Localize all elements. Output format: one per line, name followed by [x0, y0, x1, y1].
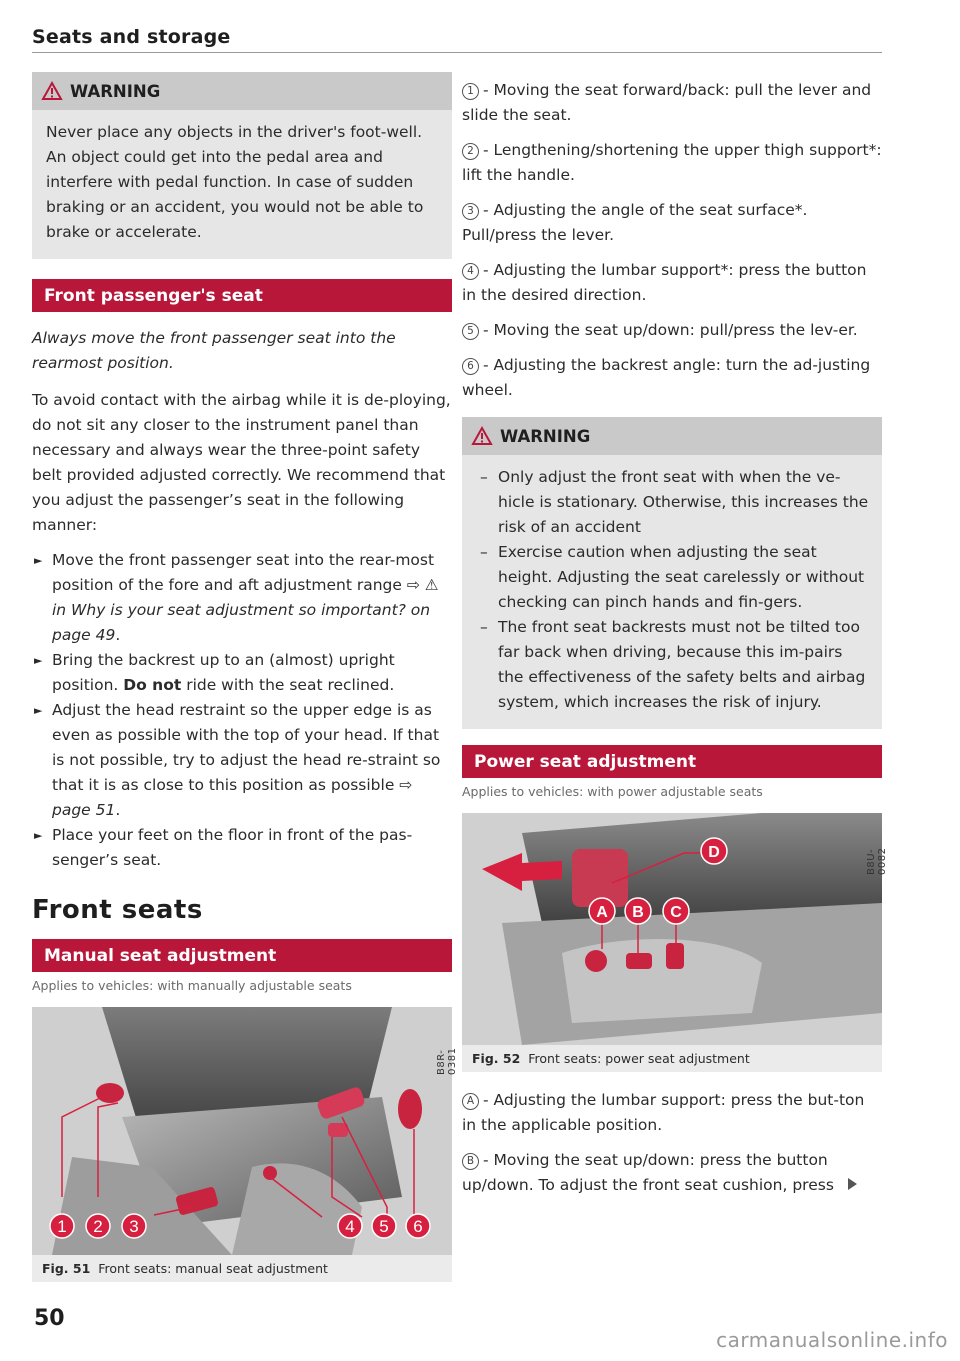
fig51-callout-5: 5 — [379, 1217, 389, 1236]
watermark: carmanualsonline.info — [716, 1328, 948, 1352]
list-item: 3 - Adjusting the angle of the seat surface*. Pull/press the lever. — [462, 201, 808, 244]
height-button-icon — [626, 953, 652, 969]
list-item: A - Adjusting the lumbar support: press the but-ton in the applicable position. — [462, 1091, 865, 1134]
warning-header — [462, 417, 882, 455]
power-seat-heading: Power seat adjustment — [462, 745, 882, 778]
fig52-callout-d: D — [708, 844, 720, 861]
cross-reference-link[interactable]: ⇨ ⚠ in Why is your seat adjustment so important? on page 49 — [52, 576, 439, 644]
warning-text: Never place any objects in the driver's foot-well. An object could get into the pedal area and interfere with pedal function. In case of sudden braking or an accident, you would not be able to brake or accelerate. — [46, 123, 424, 241]
passenger-seat-heading: Front passenger's seat — [32, 279, 452, 312]
header-rule — [32, 52, 882, 53]
section-header: Seats and storage — [32, 26, 231, 48]
fig51-callout-2: 2 — [93, 1217, 103, 1236]
power-applies: Applies to vehicles: with power adjustable seats — [462, 784, 763, 799]
warning-list — [462, 455, 882, 729]
lumbar-button-icon — [585, 950, 607, 972]
list-item: 6 - Adjusting the backrest angle: turn the ad-justing wheel. — [462, 356, 871, 399]
continue-arrow-icon — [848, 1178, 857, 1190]
backrest-wheel-icon — [398, 1089, 422, 1129]
warning-box-seat-adjustment — [462, 417, 882, 729]
lumbar-button-icon — [328, 1123, 348, 1137]
manual-seat-heading: Manual seat adjustment — [32, 939, 452, 972]
figure-code: B8R-0381 — [436, 1047, 458, 1075]
fig51-callout-3: 3 — [129, 1217, 139, 1236]
list-item: 1 - Moving the seat forward/back: pull the lever and slide the seat. — [462, 81, 872, 124]
list-item: ► Bring the backrest up to an (almost) upright position. Do not ride with the seat reclined. — [34, 651, 395, 694]
figure-52-caption: Fig. 52 Front seats: power seat adjustment — [462, 1045, 882, 1072]
list-item: 4 - Adjusting the lumbar support*: press the button in the desired direction. — [462, 261, 867, 304]
thigh-support-handle-icon — [96, 1083, 124, 1103]
list-item: B - Moving the seat up/down: press the button up/down. To adjust the front seat cushion, press — [462, 1148, 882, 1198]
backrest-switch-icon — [666, 943, 684, 969]
warning-box-driver-footwell — [32, 72, 452, 259]
list-item: – Exercise caution when adjusting the seat height. Adjusting the seat carelessly or without checking can pinch hands and fin-gers. — [480, 543, 865, 611]
list-item: ► Move the front passenger seat into the rear-most position of the fore and aft adjustment range ⇨ ⚠ in Why is your seat adjustment so important? on page 49. — [34, 551, 439, 644]
passenger-bullets — [32, 548, 452, 873]
cross-reference-link[interactable]: ⇨ page 51 — [52, 776, 413, 819]
warning-title: WARNING — [500, 426, 591, 446]
figure-51-image — [32, 1007, 458, 1255]
manual-applies: Applies to vehicles: with manually adjustable seats — [32, 978, 352, 993]
front-seats-heading: Front seats — [32, 895, 203, 925]
figure-52-image — [462, 813, 888, 1045]
warning-header — [32, 72, 452, 110]
power-seat-illustration — [462, 813, 882, 1045]
left-column — [32, 72, 458, 1282]
list-item: ► Place your feet on the floor in front of the pas-senger’s seat. — [34, 826, 413, 869]
list-item: – The front seat backrests must not be tilted too far back when driving, because this im-pairs the effectiveness of the safety belts and airbag system, which increases the risk of injury. — [480, 618, 866, 711]
manual-seat-illustration — [32, 1007, 452, 1255]
list-item: ► Adjust the head restraint so the upper edge is as even as possible with the top of your head. If that is not possible, try to adjust the head re-straint so that it is as close to this position as possible ⇨ page 51. — [34, 701, 441, 819]
page-number: 50 — [34, 1306, 65, 1331]
list-item: – Only adjust the front seat with when the ve-hicle is stationary. Otherwise, this increases the risk of an accident — [480, 468, 869, 536]
passenger-intro: Always move the front passenger seat into the rearmost position. — [32, 329, 396, 372]
fig51-callout-1: 1 — [57, 1217, 67, 1236]
warning-triangle-icon — [42, 82, 62, 100]
fig51-callout-6: 6 — [413, 1217, 423, 1236]
right-column — [462, 78, 888, 1198]
warning-title: WARNING — [70, 81, 161, 101]
fig52-callout-a: A — [596, 904, 608, 921]
fig51-callout-4: 4 — [345, 1217, 355, 1236]
figure-51-caption: Fig. 51 Front seats: manual seat adjustment — [32, 1255, 452, 1282]
passenger-body: To avoid contact with the airbag while it is de-ploying, do not sit any closer to the instrument panel than necessary and always wear the three-point safety belt provided adjusted correctly. We recommend that you adjust the passenger’s seat in the following manner: — [32, 391, 451, 534]
list-item: 2 - Lengthening/shortening the upper thigh support*: lift the handle. — [462, 141, 882, 184]
warning-triangle-icon — [472, 427, 492, 445]
fig52-callout-c: C — [670, 904, 682, 921]
figure-code: B8U-0082 — [866, 847, 888, 875]
fig52-callout-b: B — [632, 904, 644, 921]
list-item: 5 - Moving the seat up/down: pull/press the lev-er. — [462, 318, 882, 343]
